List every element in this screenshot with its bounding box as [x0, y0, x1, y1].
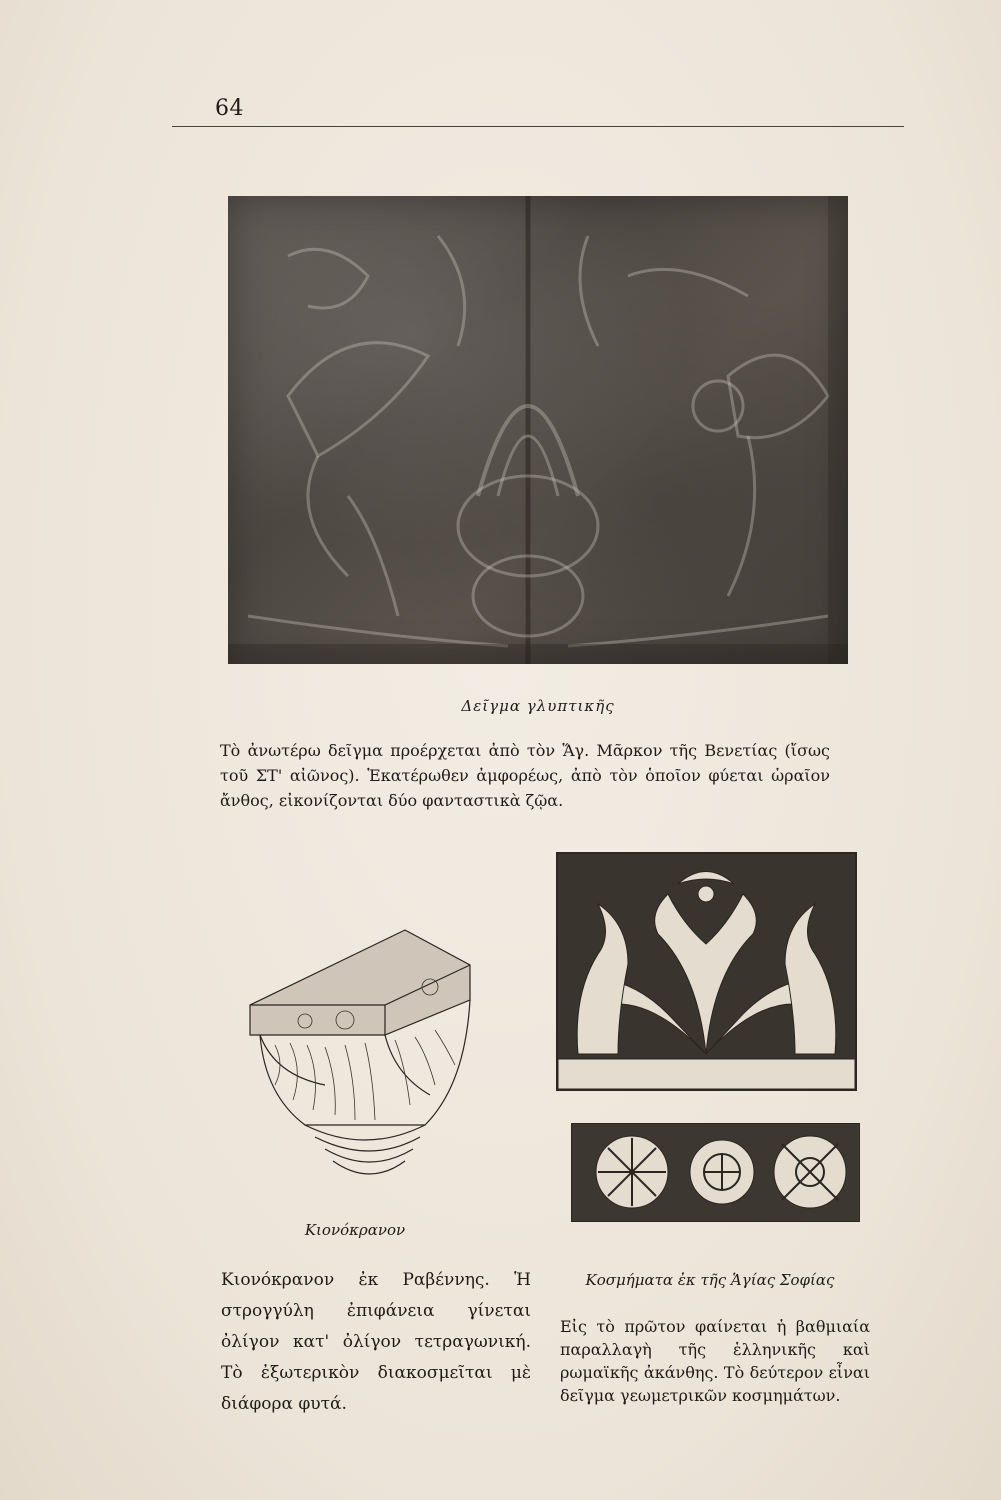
- ornament-caption: Κοσμήματα ἐκ τῆς Ἁγίας Σοφίας: [585, 1271, 835, 1289]
- acanthus-ornament-engraving: [556, 852, 857, 1091]
- sculpture-relief-illustration: [228, 196, 848, 664]
- sculpture-caption: Δεῖγμα γλυπτικῆς: [461, 697, 615, 715]
- capital-description: Κιονόκρανον ἐκ Ραβέννης. Ἡ στρογγύλη ἐπιφάνεια γίνεται ὀλίγον κατ' ὀλίγον τετραγωνική. Τὸ ἐξωτερικὸν διακοσμεῖται μὲ διάφορα φυτά.: [221, 1270, 531, 1414]
- ornament-description: Εἰς τὸ πρῶτον φαίνεται ἡ βαθμιαία παραλλαγὴ τῆς ἑλληνικῆς καὶ ρωμαϊκῆς ἀκάνθης. Τὸ δεύτερον εἶναι δεῖγμα γεωμετρικῶν κοσμημάτων.: [560, 1317, 870, 1405]
- geometric-illustration: [572, 1124, 859, 1221]
- sculpture-photo: [228, 196, 848, 664]
- capital-engraving: [245, 925, 480, 1195]
- geometric-ornament-engraving: [571, 1123, 860, 1222]
- header-rule: [172, 126, 904, 127]
- page-number: 64: [215, 96, 244, 121]
- sculpture-description: Τὸ ἀνωτέρω δεῖγμα προέρχεται ἀπὸ τὸν Ἅγ. Μᾶρκον τῆς Βενετίας (ἴσως τοῦ ΣΤ' αἰῶνος). Ἑκατέρωθεν ἀμφορέως, ἀπὸ τὸν ὁποῖον φύεται ὡραῖον ἄνθος, εἰκονίζονται δύο φανταστικὰ ζῷα.: [220, 741, 830, 810]
- acanthus-illustration: [558, 854, 855, 1089]
- capital-illustration: [245, 925, 480, 1195]
- capital-caption: Κιονόκρανον: [304, 1221, 406, 1239]
